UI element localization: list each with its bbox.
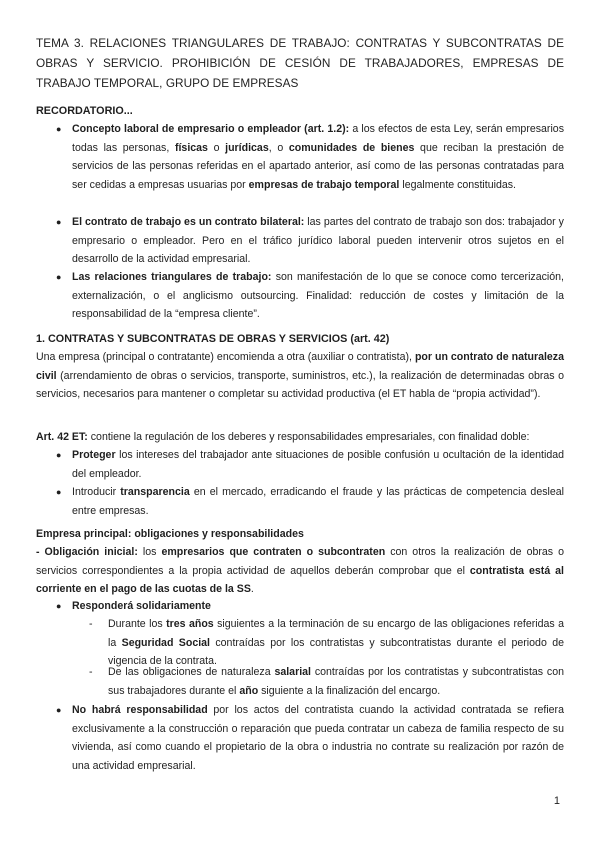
- recordatorio-heading: RECORDATORIO...: [36, 105, 133, 117]
- document-title: [36, 33, 564, 93]
- bullet-icon: ●: [56, 272, 62, 282]
- recordatorio-item-empresario: Concepto laboral de empresario o empleador (art. 1.2): a los efectos de esta Ley, serán empresarios todas las personas, físicas o jurídicas, o comunidades de bienes que reciban la prestación de servicios de las personas referidas en el apartado anterior, así como de las personas contratadas para ser cedidas a empresas usuarias por empresas de trabajo temporal legalmente constituidas.: [72, 123, 565, 191]
- bullet-icon: ●: [56, 450, 62, 460]
- page-number: 1: [553, 795, 560, 807]
- empresa-principal-heading: Empresa principal: obligaciones y responsabilidades: [36, 528, 304, 540]
- dash-marker: -: [89, 618, 93, 630]
- responsabilidad-solidaria-label: Responderá solidariamente: [72, 600, 211, 612]
- bullet-icon: ●: [56, 487, 62, 497]
- obligacion-inicial: - Obligación inicial: los empresarios que contraten o subcontraten con otros la realización de obras o servicios correspondientes a la propia actividad de aquellos deberán comprobar que el contratista está al corriente en el pago de las cuotas de la SS.: [36, 546, 564, 595]
- solidaria-seguridad-social: Durante los tres años siguientes a la terminación de su encargo de las obligaciones referidas a la Seguridad Social contraídas por los contratistas y subcontratistas durante el periodo de vigencia de la contrata.: [108, 618, 564, 667]
- art42-paragraph: Art. 42 ET: contiene la regulación de los deberes y responsabilidades empresariales, con finalidad doble:: [36, 431, 530, 443]
- title-line: OBRAS Y SERVICIO. PROHIBICIÓN DE CESIÓN DE TRABAJADORES, EMPRESAS DE: [36, 56, 564, 70]
- recordatorio-item-triangulares: Las relaciones triangulares de trabajo: son manifestación de lo que se conoce como tercerización, externalización, o el anglicismo outsourcing. Finalidad: reducción de costes y limitación de la responsabilidad de la “empresa cliente”.: [72, 271, 564, 320]
- section-intro: Una empresa (principal o contratante) encomienda a otra (auxiliar o contratista), por un contrato de naturaleza civil (arrendamiento de obras o servicios, transporte, suministros, etc.), la realización de determinadas obras o servicios, necesarios para mantener o completar su actividad productiva (el ET habla de “propia actividad”).: [36, 351, 564, 400]
- recordatorio-item-bilateral: El contrato de trabajo es un contrato bilateral: las partes del contrato de trabajo son dos: trabajador y empresario o empleador. Pero en el tráfico jurídico laboral pueden intervenir otros sujetos en el desarrollo de la actividad empresarial.: [72, 216, 564, 265]
- section-heading: 1. CONTRATAS Y SUBCONTRATAS DE OBRAS Y SERVICIOS (art. 42): [36, 333, 390, 345]
- finalidad-transparencia: Introducir transparencia en el mercado, erradicando el fraude y las prácticas de competencia desleal entre empresas.: [72, 486, 564, 517]
- title-line: TEMA 3. RELACIONES TRIANGULARES DE TRABAJO: CONTRATAS Y SUBCONTRATAS DE: [36, 36, 564, 50]
- bullet-icon: ●: [56, 705, 62, 715]
- title-line: TRABAJO TEMPORAL, GRUPO DE EMPRESAS: [36, 76, 299, 90]
- dash-marker: -: [89, 666, 93, 678]
- bullet-icon: ●: [56, 217, 62, 227]
- finalidad-proteger: Proteger los intereses del trabajador ante situaciones de posible confusión u ocultación de la identidad del empleador.: [72, 449, 564, 480]
- no-responsabilidad: No habrá responsabilidad por los actos del contratista cuando la actividad contratada se refiera exclusivamente a la construcción o reparación que pueda contratar un cabeza de familia respecto de su vivienda, así como cuando el propietario de la obra o industria no contrate su realización por razón de una actividad empresarial.: [72, 704, 564, 772]
- bullet-icon: ●: [56, 124, 62, 134]
- bullet-icon: ●: [56, 601, 62, 611]
- solidaria-salarial: De las obligaciones de naturaleza salarial contraídas por los contratistas y subcontratistas con sus trabajadores durante el año siguiente a la finalización del encargo.: [108, 666, 565, 697]
